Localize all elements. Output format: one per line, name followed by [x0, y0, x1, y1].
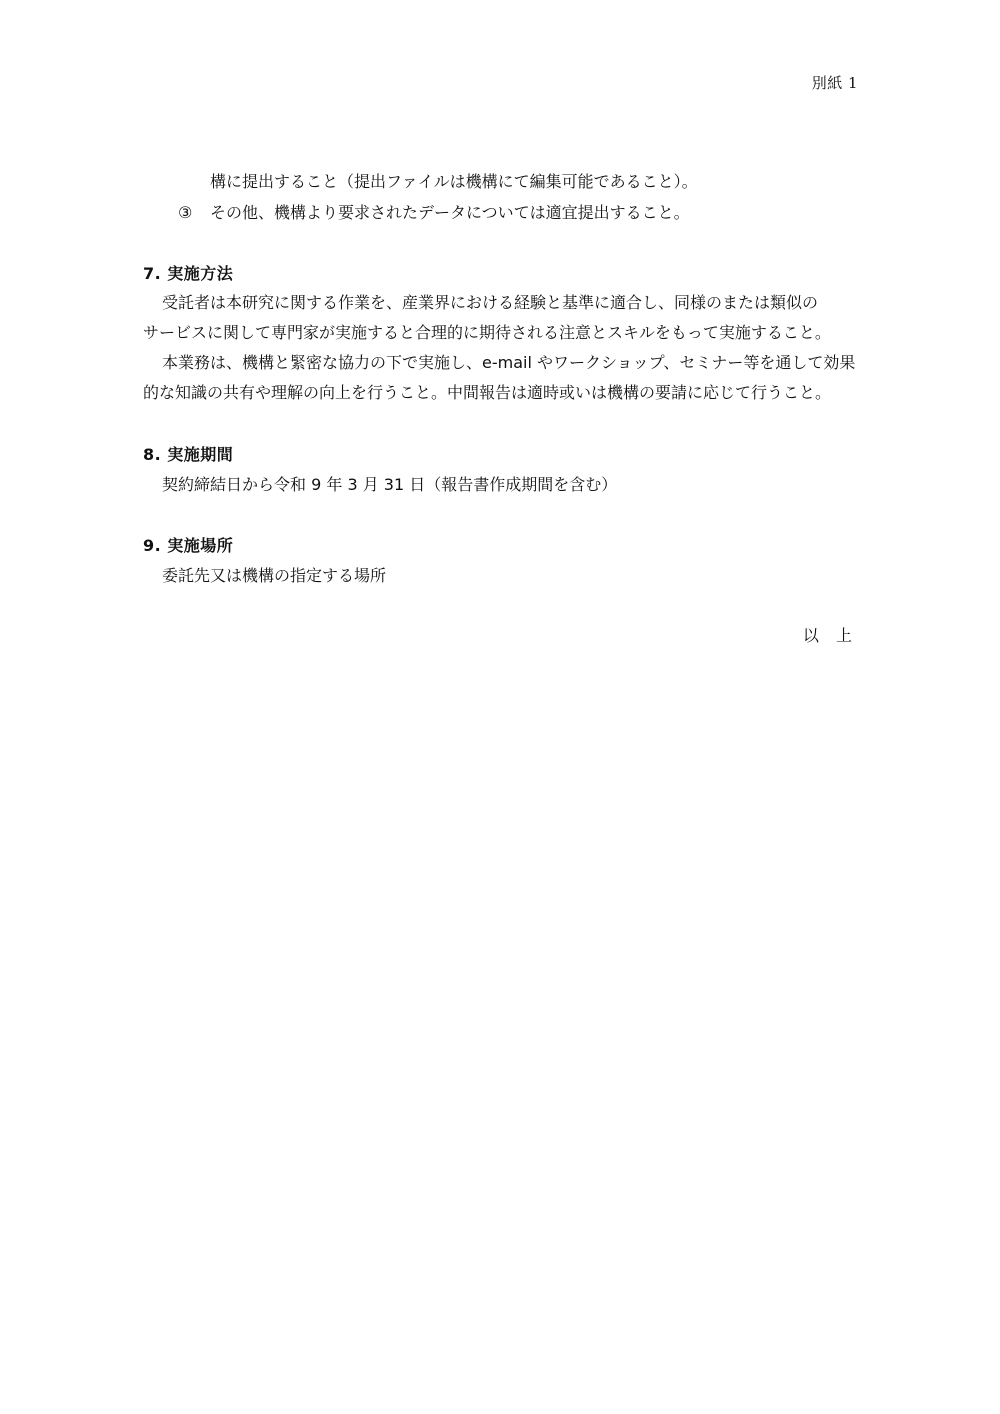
section-7-heading: 7. 実施方法 — [143, 264, 234, 283]
section-7-paragraph-2-line-1: 本業務は、機構と緊密な協力の下で実施し、e-mail やワークショップ、セミナー等を通して効果 — [162, 353, 856, 372]
section-8-body: 契約締結日から令和 9 年 3 月 31 日（報告書作成期間を含む） — [162, 475, 618, 494]
continuation-line: 構に提出すること（提出ファイルは機構にて編集可能であること）。 — [210, 172, 698, 191]
item-3-text: その他、機構より要求されたデータについては適宜提出すること。 — [210, 203, 690, 222]
section-8-heading: 8. 実施期間 — [143, 445, 234, 464]
section-7-paragraph-1-line-1: 受託者は本研究に関する作業を、産業界における経験と基準に適合し、同様のまたは類似の — [162, 293, 819, 312]
closing-mark: 以 上 — [802, 626, 858, 645]
section-9-body: 委託先又は機構の指定する場所 — [162, 566, 387, 585]
attachment-label: 別紙 1 — [811, 74, 858, 92]
section-7-paragraph-2-line-2: 的な知識の共有や理解の向上を行うこと。中間報告は適時或いは機構の要請に応じて行うこと。 — [143, 383, 832, 402]
section-9-heading: 9. 実施場所 — [143, 536, 234, 555]
item-3-number: ③ — [178, 203, 193, 222]
section-7-paragraph-1-line-2: サービスに関して専門家が実施すると合理的に期待される注意とスキルをもって実施すること。 — [143, 323, 831, 342]
